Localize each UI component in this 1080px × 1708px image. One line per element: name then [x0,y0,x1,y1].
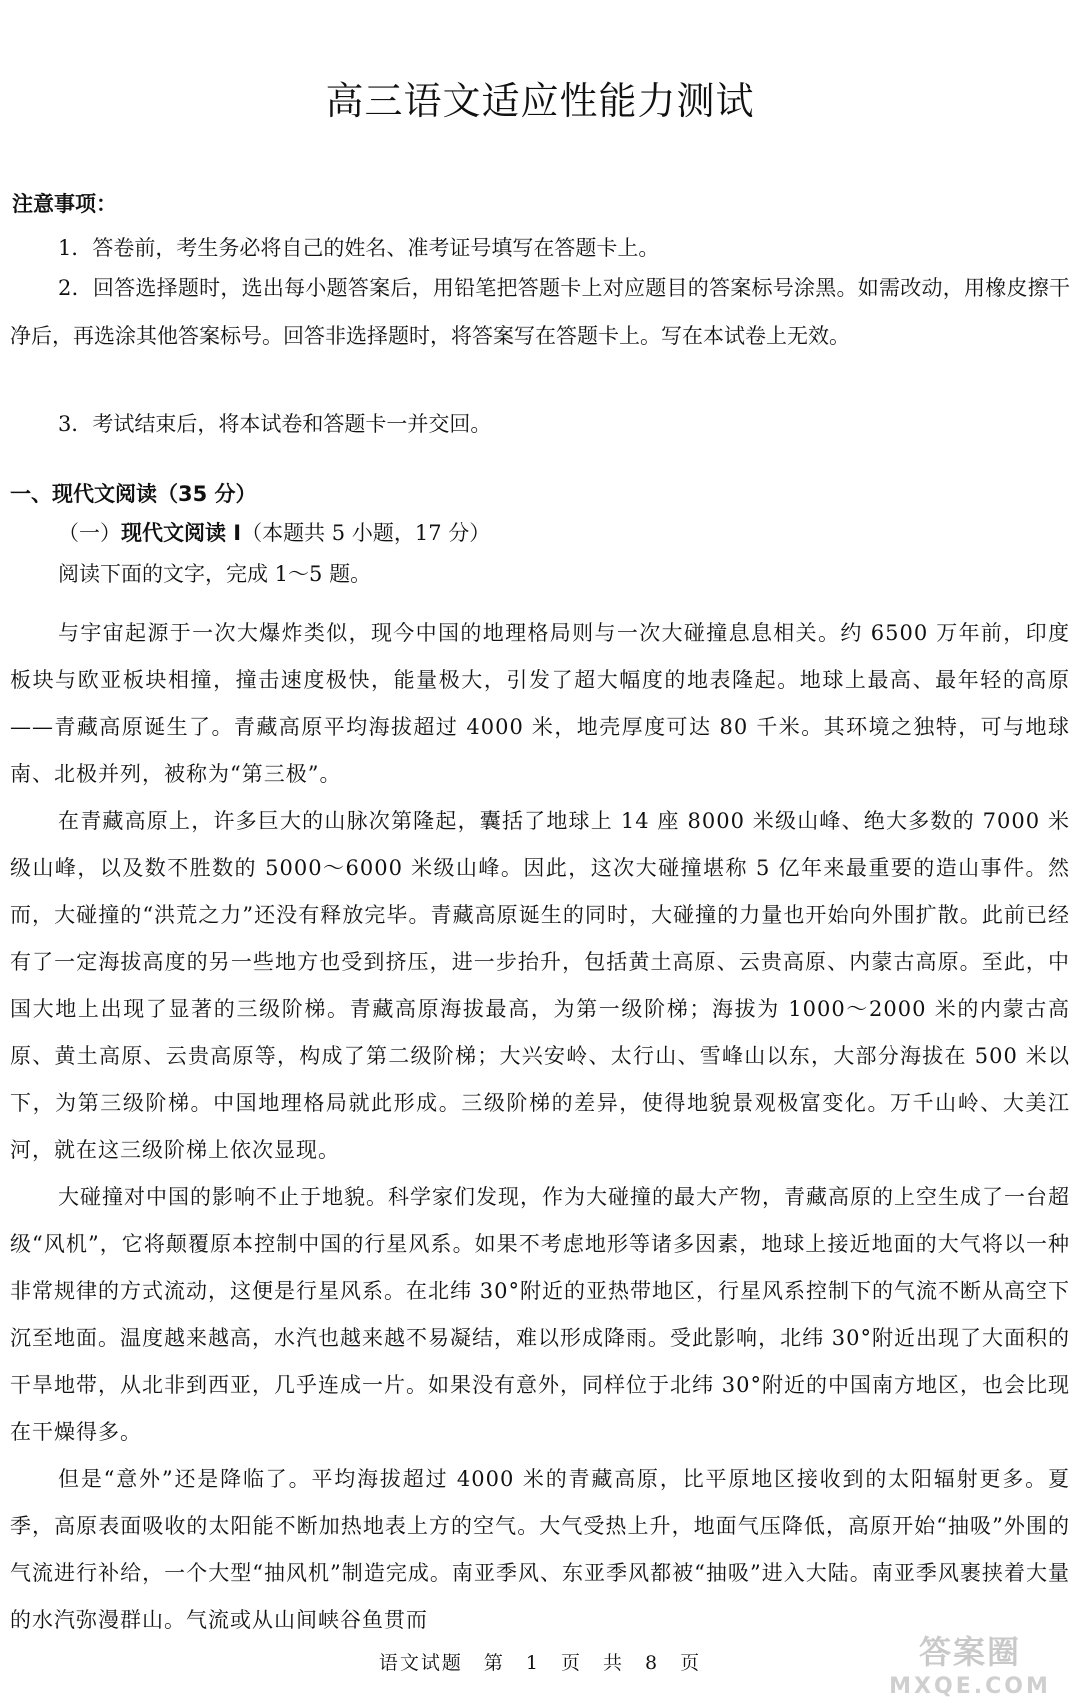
reading-instruction: 阅读下面的文字，完成 1～5 题。 [58,562,372,586]
page-title: 高三语文适应性能力测试 [325,79,755,123]
notice-item-1: 1．答卷前，考生务必将自己的姓名、准考证号填写在答题卡上。 [58,236,660,260]
passage-paragraph-4: 但是“意外”还是降临了。平均海拔超过 4000 米的青藏高原，比平原地区接收到的太阳辐射更多。夏季，高原表面吸收的太阳能不断加热地表上方的空气。大气受热上升，地面气压降低，高原开始“抽吸”外围的气流进行补给，一个大型“抽风机”制造完成。南亚季风、东亚季风都被“抽吸”进入大陆。南亚季风裹挟着大量的水汽弥漫群山。气流或从山间峡谷鱼贯而 [10,1467,1070,1632]
sub-heading-title: 现代文阅读 I [121,521,242,545]
notice-item-2: 2．回答选择题时，选出每小题答案后，用铅笔把答题卡上对应题目的答案标号涂黑。如需改动，用橡皮擦干净后，再选涂其他答案标号。回答非选择题时，将答案写在答题卡上。写在本试卷上无效。 [10,276,1070,348]
reading-passage [10,610,1070,1644]
sub-heading [58,517,490,547]
passage-paragraph-2: 在青藏高原上，许多巨大的山脉次第隆起，囊括了地球上 14 座 8000 米级山峰、绝大多数的 7000 米级山峰，以及数不胜数的 5000～6000 米级山峰。因此，这次大碰撞堪称 5 亿年来最重要的造山事件。然而，大碰撞的“洪荒之力”还没有释放完毕。青藏高原诞生的同时，大碰撞的力量也开始向外围扩散。此前已经有了一定海拔高度的另一些地方也受到挤压，进一步抬升，包括黄土高原、云贵高原、内蒙古高原。至此，中国大地上出现了显著的三级阶梯。青藏高原海拔最高，为第一级阶梯；海拔为 1000～2000 米的内蒙古高原、黄土高原、云贵高原等，构成了第二级阶梯；大兴安岭、太行山、雪峰山以东，大部分海拔在 500 米以下，为第三级阶梯。中国地理格局就此形成。三级阶梯的差异，使得地貌景观极富变化。万千山岭、大美江河，就在这三级阶梯上依次显现。 [10,809,1070,1162]
passage-paragraph-1: 与宇宙起源于一次大爆炸类似，现今中国的地理格局则与一次大碰撞息息相关。约 6500 万年前，印度板块与欧亚板块相撞，撞击速度极快，能量极大，引发了超大幅度的地表隆起。地球上最高、最年轻的高原——青藏高原诞生了。青藏高原平均海拔超过 4000 米，地壳厚度可达 80 千米。其环境之独特，可与地球南、北极并列，被称为“第三极”。 [10,621,1070,786]
sub-heading-prefix: （一） [58,521,121,545]
watermark-url: MXQE.COM [889,1674,1051,1699]
passage-paragraph-3: 大碰撞对中国的影响不止于地貌。科学家们发现，作为大碰撞的最大产物，青藏高原的上空生成了一台超级“风机”，它将颠覆原本控制中国的行星风系。如果不考虑地形等诸多因素，地球上接近地面的大气将以一种非常规律的方式流动，这便是行星风系。在北纬 30°附近的亚热带地区，行星风系控制下的气流不断从高空下沉至地面。温度越来越高，水汽也越来越不易凝结，难以形成降雨。受此影响，北纬 30°附近出现了大面积的干旱地带，从北非到西亚，几乎连成一片。如果没有意外，同样位于北纬 30°附近的中国南方地区，也会比现在干燥得多。 [10,1185,1070,1444]
sub-heading-suffix: （本题共 5 小题，17 分） [241,521,491,545]
watermark-logo [872,1628,1068,1700]
page-footer: 语文试题 第 1 页 共 8 页 [378,1652,702,1674]
section-heading: 一、现代文阅读（35 分） [10,482,257,506]
watermark-badge: 答案圈 [918,1633,1021,1671]
notice-item-3: 3．考试结束后，将本试卷和答题卡一并交回。 [58,412,492,436]
notice-heading: 注意事项： [12,192,117,216]
